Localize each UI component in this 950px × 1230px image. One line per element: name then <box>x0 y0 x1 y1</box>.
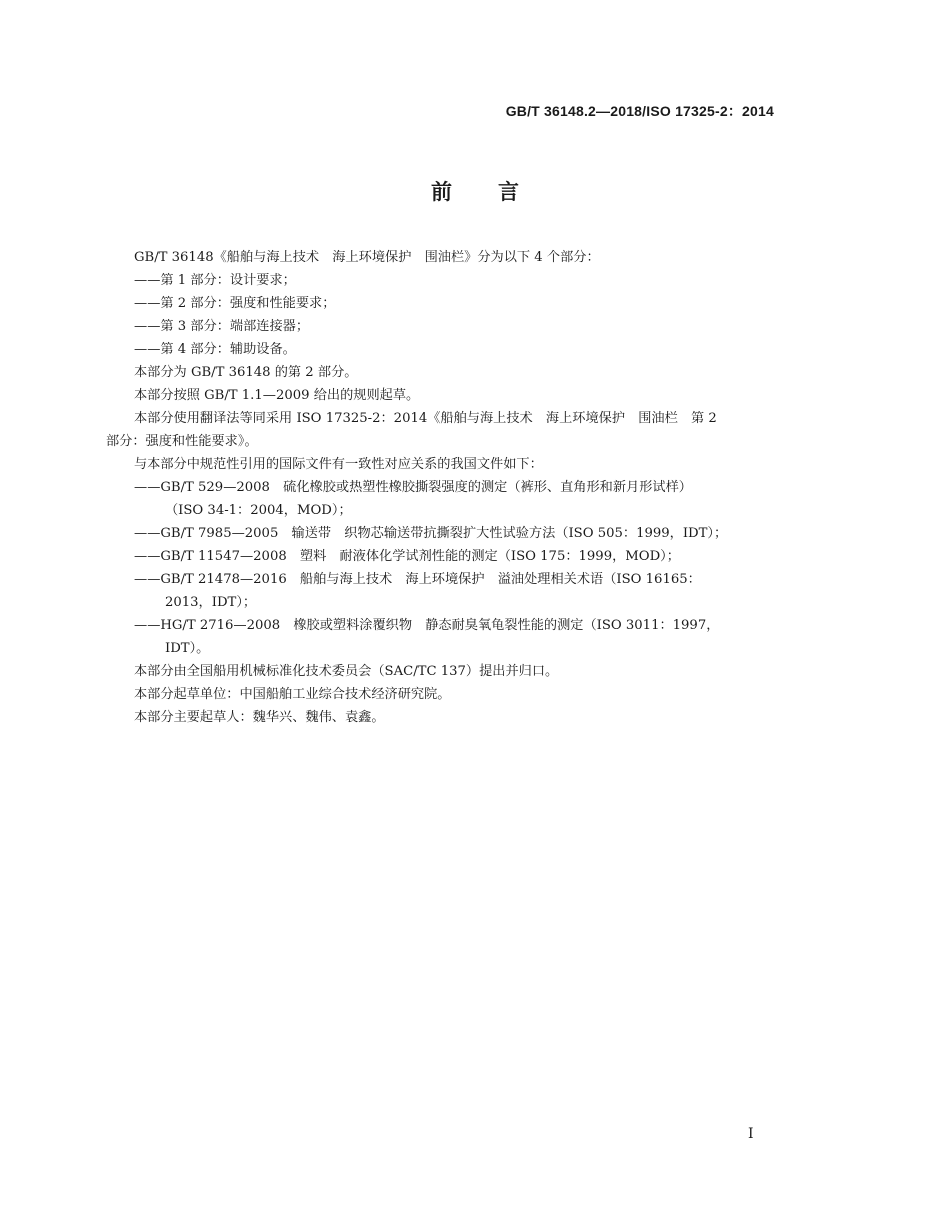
page-number: I <box>748 1126 754 1142</box>
part-item-2: ——第 2 部分：强度和性能要求； <box>134 296 336 311</box>
part-item-4: ——第 4 部分：辅助设备。 <box>134 342 296 357</box>
drafting-unit-paragraph: 本部分起草单位：中国船舶工业综合技术经济研究院。 <box>134 687 451 702</box>
foreword-body <box>106 246 776 729</box>
part-of-paragraph: 本部分为 GB/T 36148 的第 2 部分。 <box>134 365 358 380</box>
ref-item-1-line1: ——GB/T 529—2008 硫化橡胶或热塑性橡胶撕裂强度的测定（裤形、直角形和新月形试样） <box>134 480 692 495</box>
drafters-paragraph: 本部分主要起草人：魏华兴、魏伟、袁鑫。 <box>134 710 385 725</box>
refs-intro-paragraph: 与本部分中规范性引用的国际文件有一致性对应关系的我国文件如下： <box>134 457 543 472</box>
proposed-by-paragraph: 本部分由全国船用机械标准化技术委员会（SAC/TC 137）提出并归口。 <box>134 664 559 679</box>
part-item-1: ——第 1 部分：设计要求； <box>134 273 296 288</box>
ref-item-4-line1: ——GB/T 21478—2016 船舶与海上技术 海上环境保护 溢油处理相关术语（ISO 16165： <box>134 572 701 587</box>
ref-item-2: ——GB/T 7985—2005 输送带 织物芯输送带抗撕裂扩大性试验方法（ISO 505：1999，IDT）； <box>134 526 728 541</box>
ref-item-5-line2: IDT）。 <box>165 641 210 656</box>
adoption-paragraph-line1: 本部分使用翻译法等同采用 ISO 17325-2：2014《船舶与海上技术 海上环境保护 围油栏 第 2 <box>134 411 717 426</box>
ref-item-5-line1: ——HG/T 2716—2008 橡胶或塑料涂覆织物 静态耐臭氧龟裂性能的测定（ISO 3011：1997， <box>134 618 720 633</box>
adoption-paragraph-line2: 部分：强度和性能要求》。 <box>106 434 258 449</box>
intro-paragraph: GB/T 36148《船舶与海上技术 海上环境保护 围油栏》分为以下 4 个部分： <box>134 250 600 265</box>
drafting-rules-paragraph: 本部分按照 GB/T 1.1—2009 给出的规则起草。 <box>134 388 420 403</box>
standard-code-header: GB/T 36148.2—2018/ISO 17325-2：2014 <box>505 103 774 119</box>
ref-item-1-line2: （ISO 34-1：2004，MOD）； <box>165 503 352 518</box>
part-item-3: ——第 3 部分：端部连接器； <box>134 319 310 334</box>
page-title: 前言 <box>431 180 565 204</box>
ref-item-4-line2: 2013，IDT）； <box>165 595 257 610</box>
ref-item-3: ——GB/T 11547—2008 塑料 耐液体化学试剂性能的测定（ISO 175：1999，MOD）； <box>134 549 680 564</box>
